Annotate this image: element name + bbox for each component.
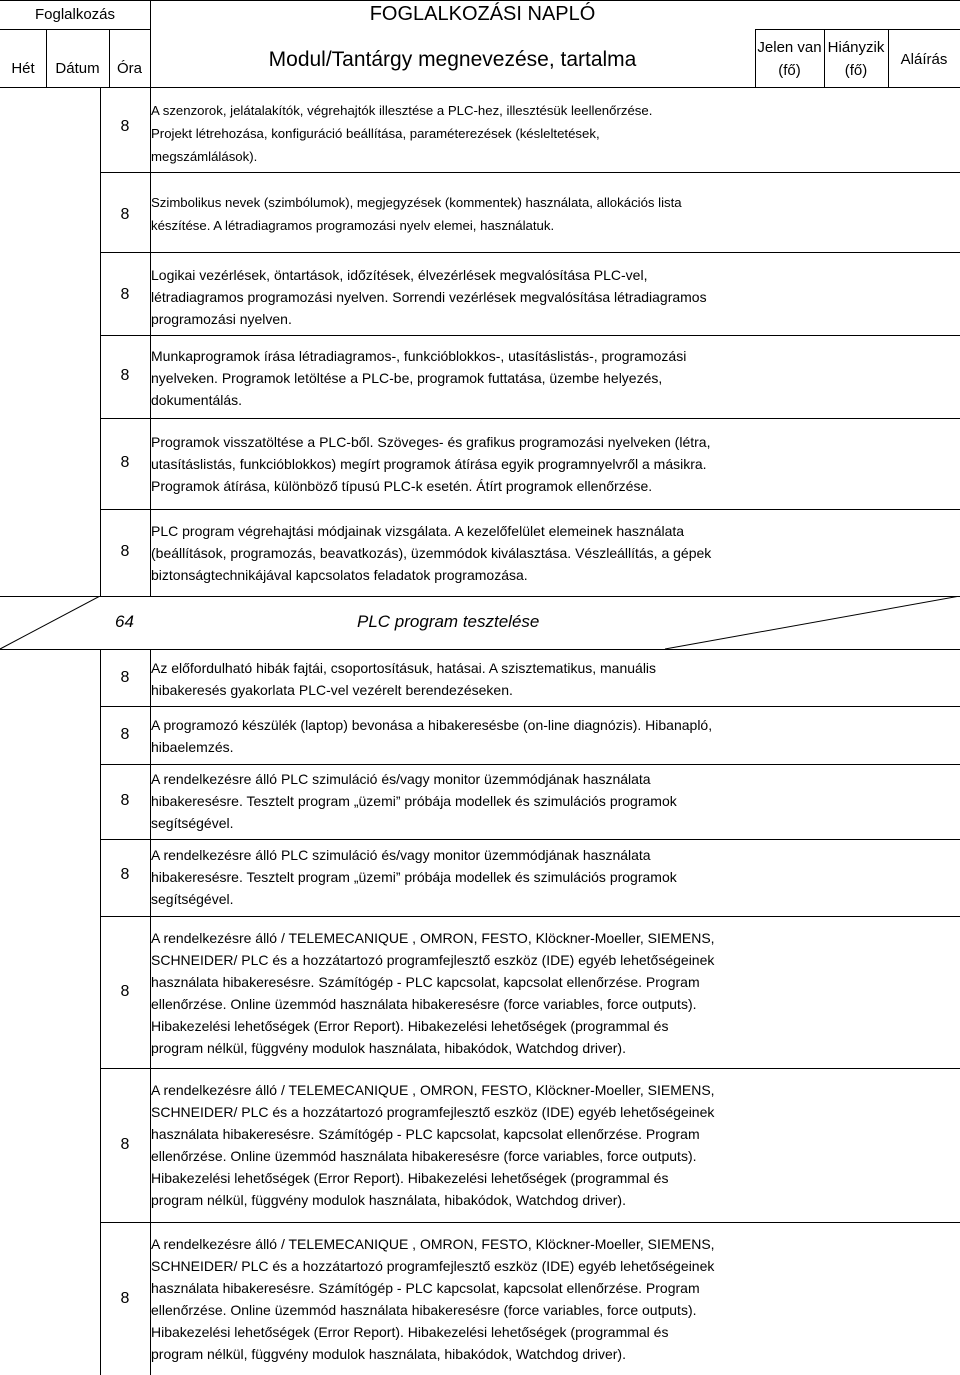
jelen-van-label: Jelen van: [757, 39, 822, 56]
ora-label: Óra: [116, 60, 142, 77]
hianyzik-label: Hiányzik: [827, 39, 885, 56]
row-11-hours: 8: [120, 983, 130, 1000]
block1-hours-right: [150, 87, 151, 596]
row-13-hours: 8: [120, 1290, 130, 1307]
row-10-hours: 8: [120, 866, 130, 883]
row-2-bottom: [100, 252, 960, 253]
row-3-hours: 8: [120, 286, 130, 303]
row-2-hours: 8: [120, 206, 130, 223]
row-4-bottom: [100, 418, 960, 419]
row-11-text: A rendelkezésre álló / TELEMECANIQUE , OMRON, FESTO, Klöckner-Moeller, SIEMENS, SCHNEIDER/ PLC és a hozzátartozó programfejlesztő eszköz (IDE) egyéb lehetőségeinek használata hibakeresésre. Számítógép - PLC kapcsolat, kapcsolat ellenőrzése. Program ellenőrzése. Online üzemmód használata hibakeresésre (force variables, force outputs). Hibakezelési lehetőségek (Error Report). Hibakezelési lehetőségek (programmal és program nélkül, függvény modulok használata, hibakódok, Watchdog driver).: [151, 930, 715, 1056]
row-8-hours: 8: [120, 726, 130, 743]
title-divider: [755, 29, 960, 30]
row-7-bottom: [100, 706, 960, 707]
section-title: PLC program tesztelése: [357, 612, 540, 631]
row-2-text: Szimbolikus nevek (szimbólumok), megjegyzések (kommentek) használata, allokációs lista készítése. A létradiagramos programozási nyelv elemei, használatuk.: [151, 195, 682, 233]
row-10-bottom: [100, 916, 960, 917]
block2-hours-left: [100, 649, 101, 1375]
row-4-text: Munkaprogramok írása létradiagramos-, funkcióblokkos-, utasításlistás-, programozási nyelveken. Programok letöltése a PLC-be, programok futtatása, üzembe helyezés, dokumentálás.: [151, 348, 687, 408]
row-1-hours: 8: [120, 118, 130, 135]
row-3-text: Logikai vezérlések, öntartások, időzítések, élvezérlések megvalósítása PLC-vel, létradiagramos programozási nyelven. Sorrendi vezérlések megvalósítása létradiagramos programozási nyelven.: [151, 267, 707, 327]
hianyzik-unit: (fő): [844, 62, 868, 79]
row-5-bottom: [100, 509, 960, 510]
row-9-text: A rendelkezésre álló PLC szimuláció és/vagy monitor üzemmódjának használata hibakeresésre. Tesztelt program „üzemi” próbája modellek és szimulációs programok segítségével.: [151, 771, 677, 831]
row-9-hours: 8: [120, 792, 130, 809]
row-8-text: A programozó készülék (laptop) bevonása a hibakeresésbe (on-line diagnózis). Hibanapló, hibaelemzés.: [151, 717, 713, 755]
col-divider-datum: [109, 29, 110, 87]
section-hours: 64: [115, 612, 134, 631]
row-9-bottom: [100, 839, 960, 840]
row-1-bottom: [100, 172, 960, 173]
datum-label: Dátum: [55, 60, 100, 77]
block2-hours-right: [150, 649, 151, 1375]
row-11-bottom: [100, 1068, 960, 1069]
row-12-bottom: [100, 1222, 960, 1223]
row-12-hours: 8: [120, 1136, 130, 1153]
row-6-text: PLC program végrehajtási módjainak vizsgálata. A kezelőfelület elemeinek használata (beállítások, programozás, beavatkozás), üzemmódok kiválasztása. Vészleállítás, a gépek biztonságtechnikájával kapcsolatos feladatok programozása.: [151, 523, 712, 583]
row-7-hours: 8: [120, 669, 130, 686]
row-13-text: A rendelkezésre álló / TELEMECANIQUE , OMRON, FESTO, Klöckner-Moeller, SIEMENS, SCHNEIDER/ PLC és a hozzátartozó programfejlesztő eszköz (IDE) egyéb lehetőségeinek használata hibakeresésre. Számítógép - PLC kapcsolat, kapcsolat ellenőrzése. Program ellenőrzése. Online üzemmód használata hibakeresésre (force variables, force outputs). Hibakezelési lehetőségek (Error Report). Hibakezelési lehetőségek (programmal és program nélkül, függvény modulok használata, hibakódok, Watchdog driver).: [151, 1236, 715, 1362]
row-7-text: Az előfordulható hibák fajtái, csoportosításuk, hatásai. A szisztematikus, manuális hibakeresés gyakorlata PLC-vel vezérelt berendezéseken.: [151, 660, 657, 698]
row-6-hours: 8: [120, 543, 130, 560]
col-divider-het: [46, 29, 47, 87]
jelen-van-unit: (fő): [778, 62, 801, 79]
foglalkozas-label: Foglalkozás: [34, 6, 116, 23]
row-12-text: A rendelkezésre álló / TELEMECANIQUE , OMRON, FESTO, Klöckner-Moeller, SIEMENS, SCHNEIDER/ PLC és a hozzátartozó programfejlesztő eszköz (IDE) egyéb lehetőségeinek használata hibakeresésre. Számítógép - PLC kapcsolat, kapcsolat ellenőrzése. Program ellenőrzése. Online üzemmód használata hibakeresésre (force variables, force outputs). Hibakezelési lehetőségek (Error Report). Hibakezelési lehetőségek (programmal és program nélkül, függvény modulok használata, hibakódok, Watchdog driver).: [151, 1082, 715, 1208]
header-top-border: [0, 0, 960, 1]
row-3-bottom: [100, 335, 960, 336]
alairas-label: Aláírás: [900, 51, 948, 68]
header-bottom-border: [0, 87, 960, 88]
row-10-text: A rendelkezésre álló PLC szimuláció és/vagy monitor üzemmódjának használata hibakeresésre. Tesztelt program „üzemi” próbája modellek és szimulációs programok segítségével.: [151, 847, 677, 907]
page-subtitle: Modul/Tantárgy megnevezése, tartalma: [268, 48, 637, 71]
row-5-text: Programok visszatöltése a PLC-ből. Szöveges- és grafikus programozási nyelveken (létra, utasításlistás, funkcióblokkos) megírt programok átírása egyik programnyelvről a másikra. Programok átírása, különböző típusú PLC-k esetén. Átírt programok ellenőrzése.: [151, 434, 711, 494]
block1-hours-left: [100, 87, 101, 596]
foglalkozas-divider: [0, 29, 150, 30]
row-8-bottom: [100, 764, 960, 765]
row-4-hours: 8: [120, 367, 130, 384]
het-label: Hét: [11, 60, 35, 77]
row-5-hours: 8: [120, 454, 130, 471]
row-1-text: A szenzorok, jelátalakítók, végrehajtók illesztése a PLC-hez, illesztésük leellenőrzése. Projekt létrehozása, konfiguráció beállítása, paraméterezések (késleltetések, megszámlálások).: [151, 103, 653, 164]
page-title: FOGLALKOZÁSI NAPLÓ: [369, 3, 596, 25]
